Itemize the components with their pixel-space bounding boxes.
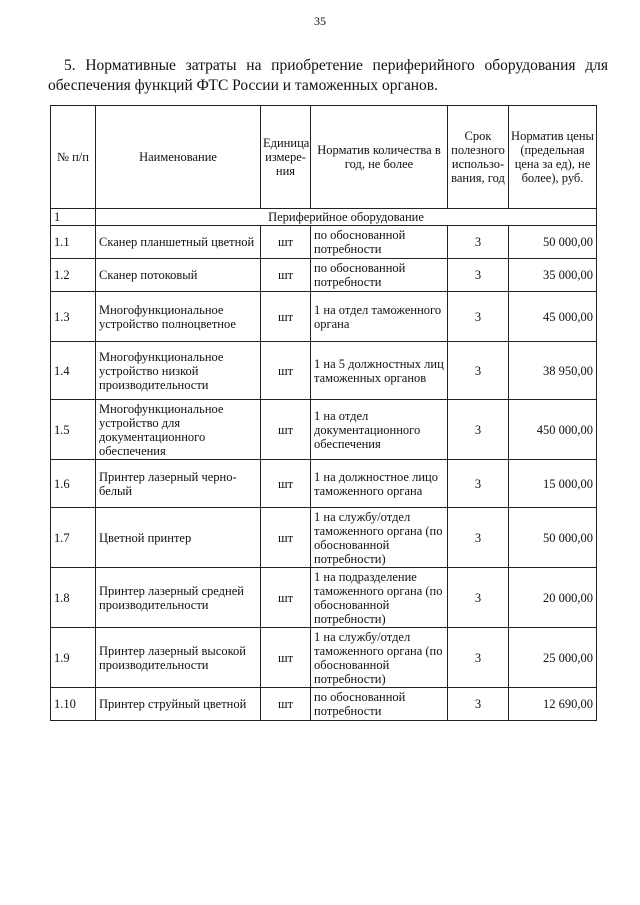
row-name: Принтер лазерный высокой производительности <box>96 628 261 688</box>
row-life: 3 <box>448 400 509 460</box>
row-unit: шт <box>261 460 311 508</box>
row-quantity: 1 на отдел документационного обеспечения <box>311 400 448 460</box>
row-life: 3 <box>448 688 509 721</box>
row-num: 1.8 <box>51 568 96 628</box>
table-row <box>51 508 597 568</box>
row-name: Цветной принтер <box>96 508 261 568</box>
table-body <box>51 209 597 721</box>
row-name: Многофункциональное устройство для документационного обеспечения <box>96 400 261 460</box>
header-unit: Единица измере-ния <box>261 106 311 209</box>
row-price: 12 690,00 <box>509 688 597 721</box>
row-life: 3 <box>448 226 509 259</box>
section-title: Периферийное оборудование <box>96 209 597 226</box>
row-price: 450 000,00 <box>509 400 597 460</box>
row-life: 3 <box>448 460 509 508</box>
row-quantity: 1 на подразделение таможенного органа (по обоснованной потребности) <box>311 568 448 628</box>
row-name: Многофункциональное устройство полноцветное <box>96 292 261 342</box>
row-num: 1.4 <box>51 342 96 400</box>
row-name: Сканер планшетный цветной <box>96 226 261 259</box>
row-quantity: 1 на службу/отдел таможенного органа (по обоснованной потребности) <box>311 628 448 688</box>
section-row <box>51 209 597 226</box>
row-name: Сканер потоковый <box>96 259 261 292</box>
row-quantity: 1 на 5 должностных лиц таможенных органов <box>311 342 448 400</box>
row-life: 3 <box>448 628 509 688</box>
row-unit: шт <box>261 508 311 568</box>
row-name: Принтер лазерный средней производительности <box>96 568 261 628</box>
row-life: 3 <box>448 508 509 568</box>
section-heading: 5. Нормативные затраты на приобретение периферийного оборудования для обеспечения функций ФТС России и таможенных органов. <box>48 57 608 94</box>
table-row <box>51 400 597 460</box>
row-price: 35 000,00 <box>509 259 597 292</box>
table-row <box>51 342 597 400</box>
row-life: 3 <box>448 342 509 400</box>
table-row <box>51 460 597 508</box>
row-num: 1.2 <box>51 259 96 292</box>
table-header <box>51 106 597 209</box>
table-row <box>51 688 597 721</box>
table-row <box>51 628 597 688</box>
row-name: Принтер струйный цветной <box>96 688 261 721</box>
row-quantity: 1 на должностное лицо таможенного органа <box>311 460 448 508</box>
row-num: 1.10 <box>51 688 96 721</box>
page-number: 35 <box>314 14 326 28</box>
header-price: Норматив цены (предельная цена за ед), не более), руб. <box>509 106 597 209</box>
table-row <box>51 568 597 628</box>
row-life: 3 <box>448 259 509 292</box>
row-life: 3 <box>448 568 509 628</box>
row-price: 25 000,00 <box>509 628 597 688</box>
row-num: 1.5 <box>51 400 96 460</box>
row-unit: шт <box>261 259 311 292</box>
row-price: 15 000,00 <box>509 460 597 508</box>
row-price: 45 000,00 <box>509 292 597 342</box>
row-quantity: по обоснованной потребности <box>311 688 448 721</box>
row-quantity: 1 на службу/отдел таможенного органа (по обоснованной потребности) <box>311 508 448 568</box>
row-unit: шт <box>261 628 311 688</box>
table-row <box>51 292 597 342</box>
row-unit: шт <box>261 688 311 721</box>
row-unit: шт <box>261 342 311 400</box>
row-unit: шт <box>261 400 311 460</box>
row-price: 38 950,00 <box>509 342 597 400</box>
row-unit: шт <box>261 568 311 628</box>
row-num: 1.9 <box>51 628 96 688</box>
row-quantity: по обоснованной потребности <box>311 226 448 259</box>
table-row <box>51 226 597 259</box>
row-quantity: 1 на отдел таможенного органа <box>311 292 448 342</box>
peripheral-norms-table <box>50 105 597 721</box>
section-num: 1 <box>51 209 96 226</box>
table-row <box>51 259 597 292</box>
row-price: 50 000,00 <box>509 226 597 259</box>
row-num: 1.3 <box>51 292 96 342</box>
row-name: Принтер лазерный черно-белый <box>96 460 261 508</box>
row-num: 1.1 <box>51 226 96 259</box>
row-num: 1.7 <box>51 508 96 568</box>
row-unit: шт <box>261 292 311 342</box>
row-name: Многофункциональное устройство низкой производительности <box>96 342 261 400</box>
header-num: № п/п <box>51 106 96 209</box>
row-life: 3 <box>448 292 509 342</box>
header-name: Наименование <box>96 106 261 209</box>
row-price: 20 000,00 <box>509 568 597 628</box>
row-num: 1.6 <box>51 460 96 508</box>
row-quantity: по обоснованной потребности <box>311 259 448 292</box>
header-life: Срок полезного использо-вания, год <box>448 106 509 209</box>
row-price: 50 000,00 <box>509 508 597 568</box>
header-quantity: Норматив количества в год, не более <box>311 106 448 209</box>
row-unit: шт <box>261 226 311 259</box>
